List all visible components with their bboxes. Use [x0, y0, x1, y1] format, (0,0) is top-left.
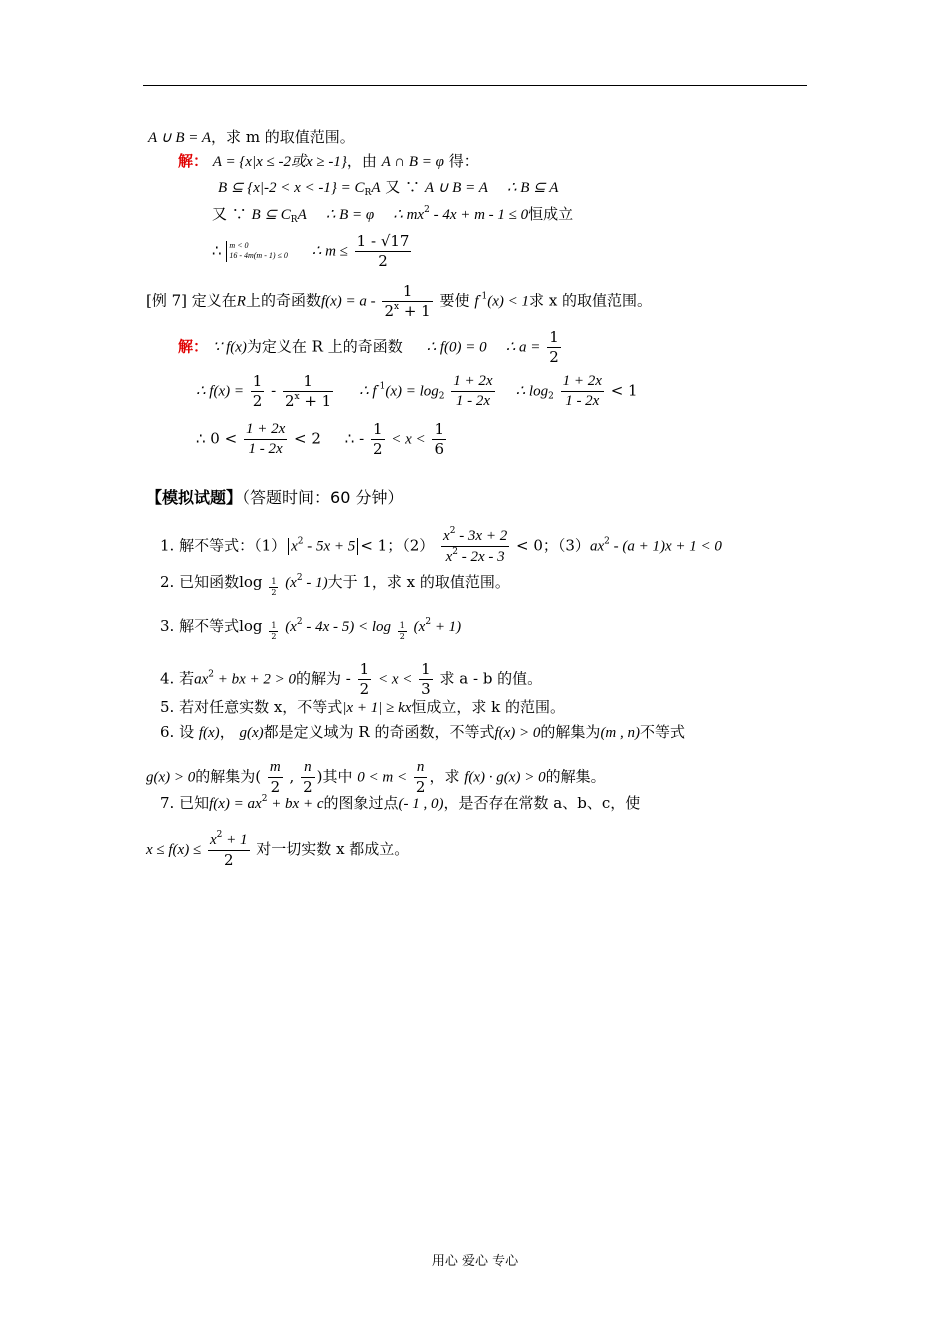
question-3: 3. 解不等式log $\frac{1}{2}$ $(x^2 - 4x - 5) < \log$ $\frac{1}{2}$ $(x^2 + 1)$ — [160, 617, 462, 641]
solution-label: 解： — [178, 152, 209, 170]
example7-statement: [例 7] 定义在R上的奇函数f(x) = a - $\frac{1}{2^x + 1}$ 要使 $f^{-1}(x) < 1$求 x 的取值范围。 — [146, 282, 653, 320]
question-2: 2. 已知函数log $\frac{1}{2}$ $(x^2 - 1)$大于 1，求 x 的取值范围。 — [160, 573, 510, 597]
question-6-line1: 6. 设 f(x)， g(x)都是定义域为 R 的奇函数，不等式f(x) > 0的解集为(m , n)不等式 — [160, 723, 686, 741]
example6-solution-line3: 又 ∵ B ⊆ $C_RA$ ∴ B = φ ∴ $mx^2 - 4x + m - 1 \le 0$恒成立 — [212, 205, 574, 225]
question-5: 5. 若对任意实数 x，不等式|x + 1| ≥ kx恒成立，求 k 的范围。 — [160, 698, 566, 716]
example6-solution-line2: B ⊆ $\{x|-2 < x < -1\} = C_RA$ 又 ∵ A ∪ B = A ∴ B ⊆ A — [218, 178, 559, 198]
example6-question: A ∪ B = A，求 m 的取值范围。 — [148, 128, 355, 146]
section-heading: 【模拟试题】（答题时间：60 分钟） — [146, 488, 404, 507]
example7-solution-line2: ∴ f(x) = $\frac{1}{2}$ - $\frac{1}{2^x + 1}$ ∴ $f^{-1}(x) = \log_2$ $\frac{1 + 2x}{1 - 2x}$ ∴ $\log_2$ $\frac{1 + 2x}{1 - 2x}$ < 1 — [196, 372, 638, 410]
header-rule — [143, 85, 807, 86]
result-fraction: $\frac{1 - √17}{2}$ — [356, 232, 410, 270]
example7-solution-line1: 解： ∵ f(x)为定义在 R 上的奇函数 ∴ f(0) = 0 ∴ a = $\frac{1}{2}$ — [178, 328, 559, 366]
example6-solution-line1: 解： A = {x|x ≤ -2或x ≥ -1}，由 A ∩ B = φ 得： — [178, 152, 479, 170]
inequality-system: m < 0 16 - 4m(m - 1) ≤ 0 — [226, 241, 288, 262]
example7-solution-line3: ∴ 0 < $\frac{1 + 2x}{1 - 2x}$ < 2 ∴ - $\frac{1}{2}$ < x < $\frac{1}{6}$ — [196, 420, 445, 458]
page-footer: 用心 爱心 专心 — [431, 1254, 519, 1269]
question-1: 1. 解不等式：（1） $x^2 - 5x + 5 < 1$；（2） $\frac{x^2 - 3x + 2}{x^2 - 2x - 3}$ < 0；$(3)ax^2 - (a + 1)x + 1 < 0$ — [160, 526, 722, 565]
question-6-line2: g(x) > 0的解集为( $\frac{m}{2}$ , $\frac{n}{2}$ )其中 0 < m < $\frac{n}{2}$ ，求 f(x) · g(x) > 0的解集。 — [146, 759, 606, 796]
example6-solution-line4: ∴ m < 0 16 - 4m(m - 1) ≤ 0 ∴ m ≤ $\frac{1 - √17}{2}$ — [212, 232, 410, 270]
question-7-line1: 7. 已知$f(x) = ax^2$ + bx + c的图象过点(- 1 , 0)，是否存在常数 a、b、c，使 — [160, 794, 641, 812]
question-4: 4. 若$ax^2$ + bx + 2 > 0的解为 - $\frac{1}{2}$ < x < $\frac{1}{3}$ 求 a - b 的值。 — [160, 660, 543, 698]
question-7-line2: x ≤ f(x) ≤ $\frac{x^2 + 1}{2}$ 对一切实数 x 都成立。 — [146, 830, 410, 869]
